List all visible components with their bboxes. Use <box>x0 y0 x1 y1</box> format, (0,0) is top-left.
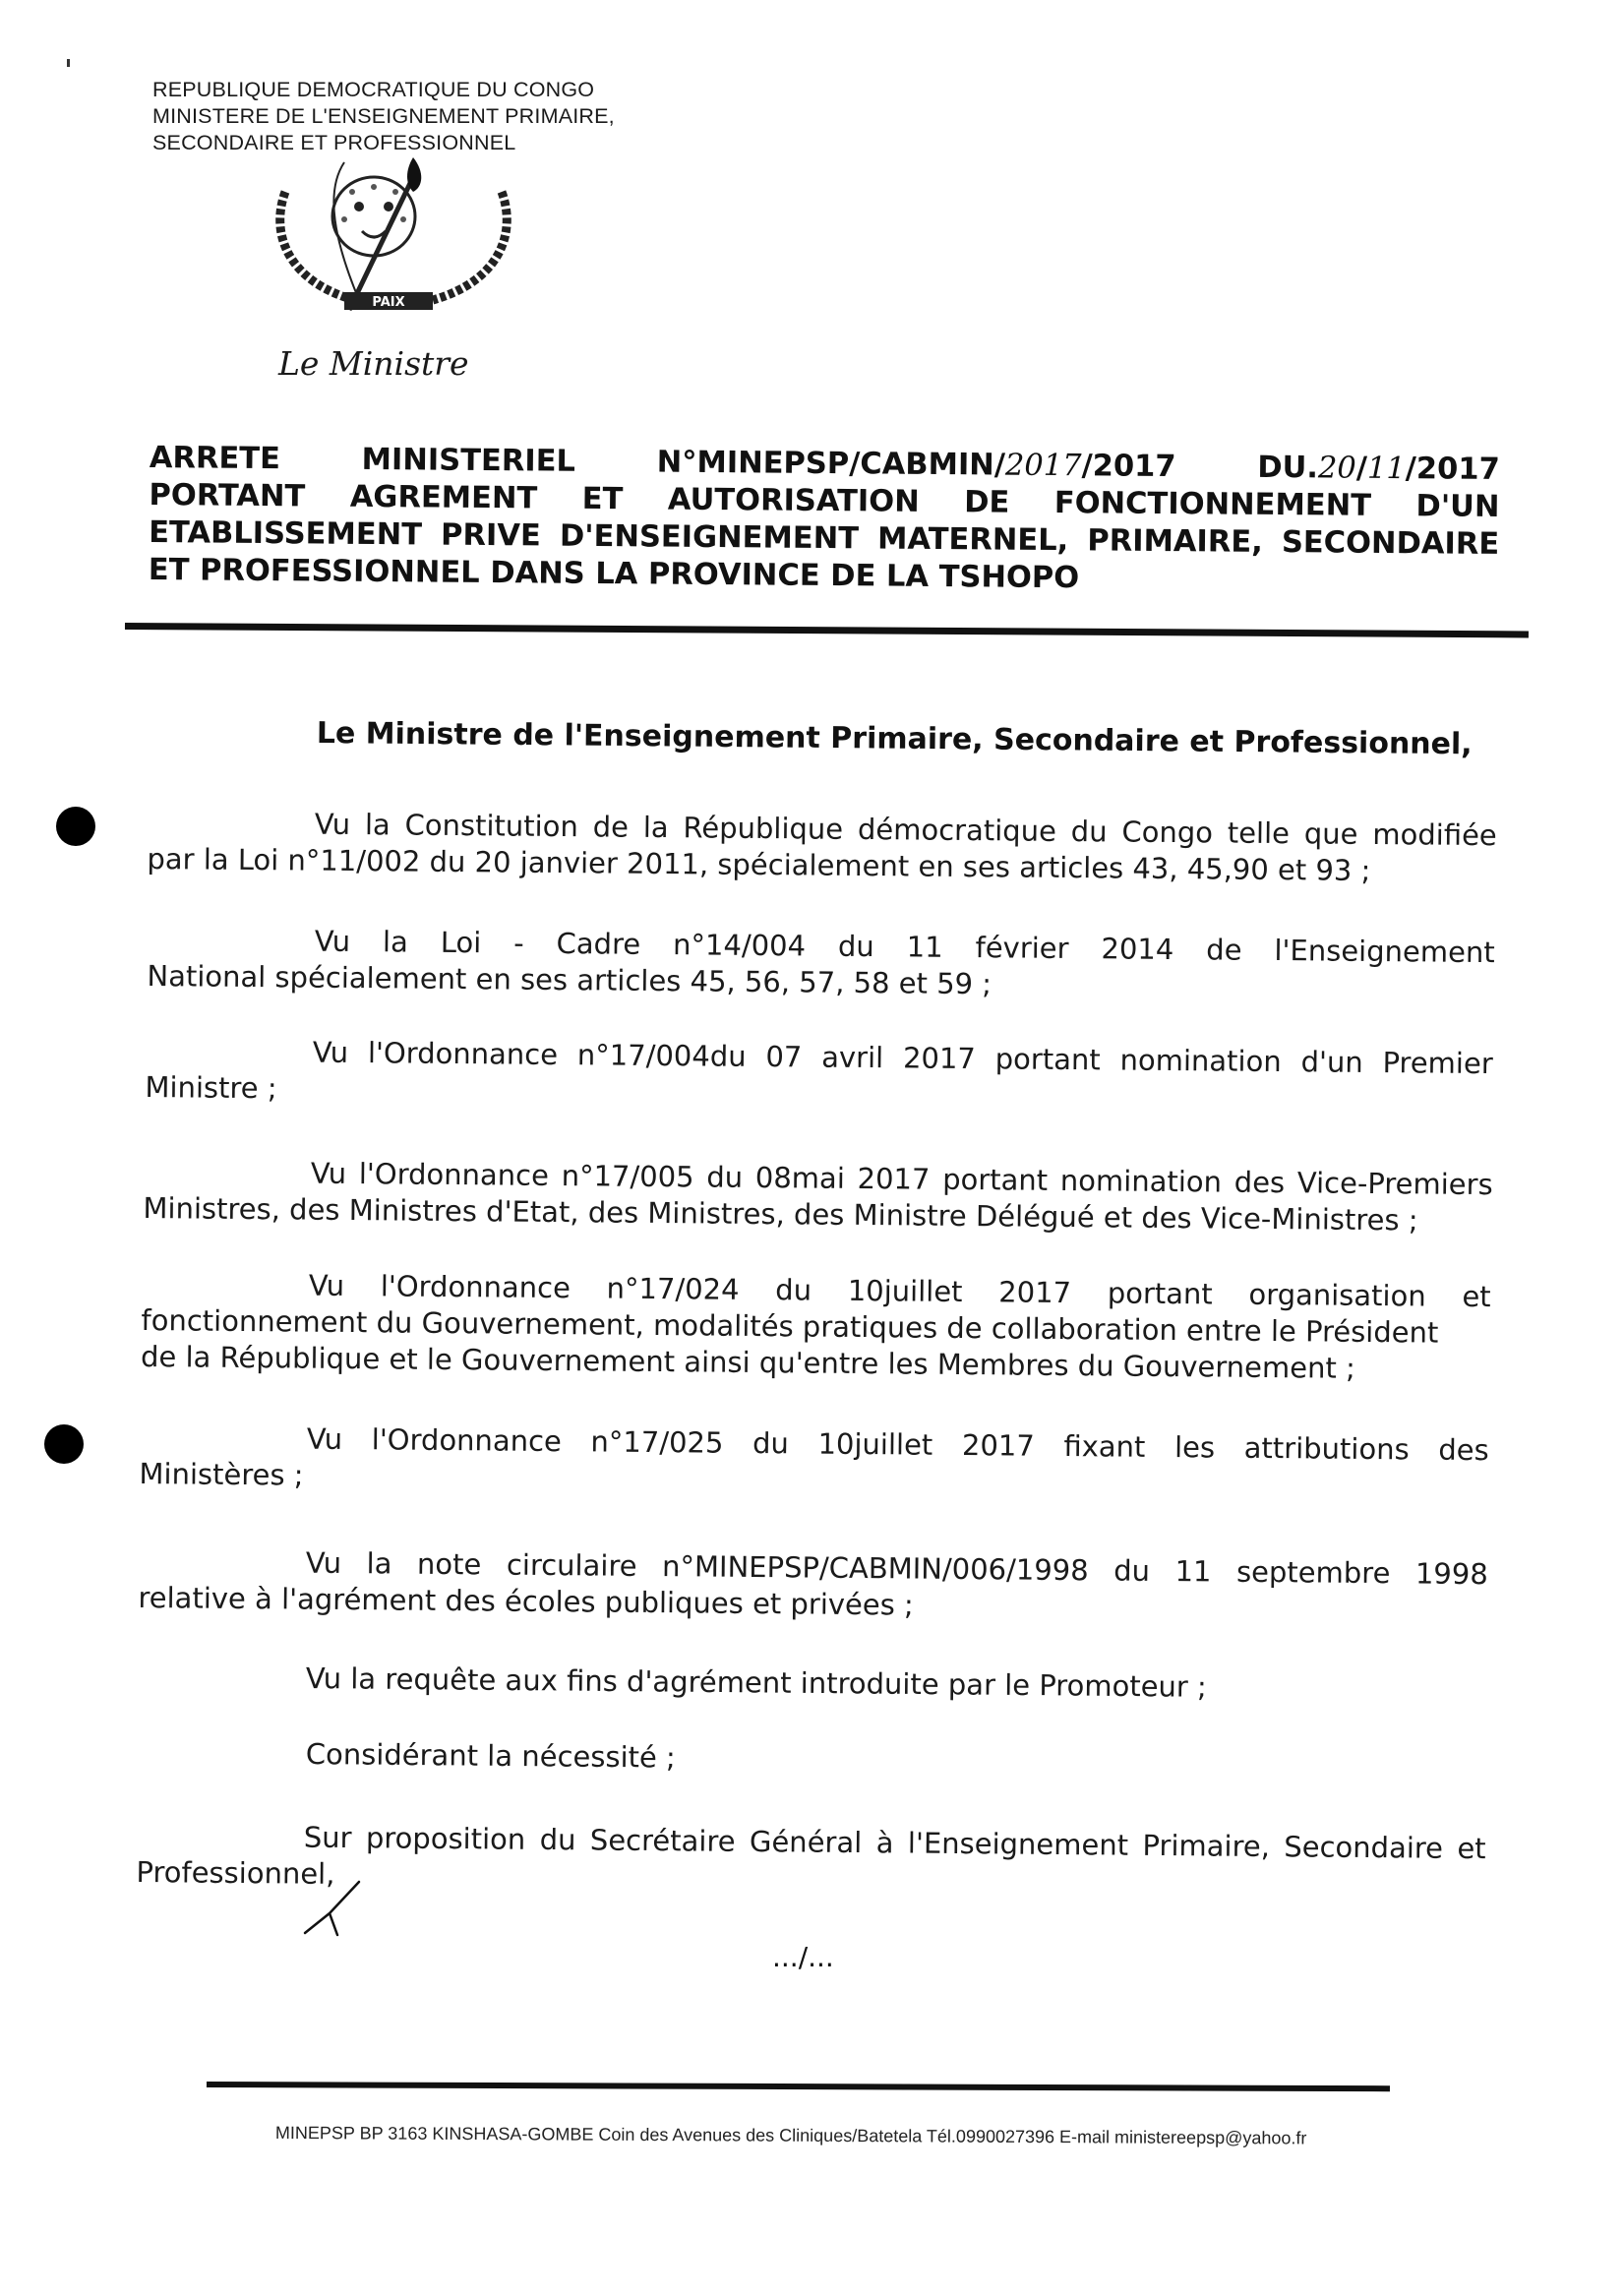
word: et <box>1457 1831 1486 1866</box>
word: Vu <box>305 1545 342 1580</box>
letterhead-line-republic: REPUBLIQUE DEMOCRATIQUE DU CONGO <box>152 78 595 101</box>
word: 07 <box>765 1040 803 1074</box>
word: - <box>513 926 524 960</box>
decree-title-line-1: ARRETE MINISTERIEL N°MINEPSP/CABMIN/2017/2017 DU.20/11/2017 <box>149 440 1500 487</box>
word: 11 <box>1174 1554 1212 1589</box>
punch-hole <box>56 807 95 846</box>
word: n°17/024 <box>606 1271 740 1306</box>
letterhead <box>152 77 615 156</box>
word: 10juillet <box>817 1426 933 1462</box>
word: avril <box>821 1040 884 1075</box>
word: 2014 <box>1101 932 1174 967</box>
word: proposition <box>365 1821 526 1856</box>
word: modifiée <box>1372 816 1497 853</box>
word: les <box>1173 1430 1216 1465</box>
word: que <box>1303 816 1358 851</box>
recital-gouvernement: Vu l'Ordonnance n°17/024 du 10juillet 2017 portant organisation et fonctionnement du Gouvernement, modalités pratiques de collaboration entre le Président de la République et le Gouvernement ainsi qu'entre les Membres du Gouvernement ; <box>140 1268 1491 1385</box>
word: la <box>382 925 409 959</box>
decree-title-line-2: PORTANT AGREMENT ET AUTORISATION DE FONCTIONNEMENT D'UN <box>149 477 1500 524</box>
word: Vu <box>310 1156 347 1190</box>
word: Vu <box>308 1268 345 1302</box>
word: attributions <box>1243 1430 1410 1467</box>
word: démocratique <box>857 812 1057 848</box>
recital-note-circulaire: Vu la note circulaire n°MINEPSP/CABMIN/006/1998 du 11 septembre 1998 relative à l'agrément des écoles publiques et privées ; <box>138 1545 1488 1622</box>
word: l'Ordonnance <box>367 1036 559 1072</box>
word: du <box>1113 1553 1151 1588</box>
word: telle <box>1227 815 1291 851</box>
word: n°17/004du <box>576 1038 747 1073</box>
word: 11 <box>906 930 943 964</box>
word: à <box>875 1826 894 1860</box>
recital-vice-premiers: Vu l'Ordonnance n°17/005 du 08mai 2017 portant nomination des Vice-Premiers Ministres, des Ministres d'Etat, des Ministres, des Ministre Délégué et des Vice-Ministres ; <box>143 1156 1493 1238</box>
word: Premier <box>1382 1046 1493 1081</box>
decree-title-line-3: ETABLISSEMENT PRIVE D'ENSEIGNEMENT MATERNEL, PRIMAIRE, SECONDAIRE <box>149 514 1500 562</box>
recital-constitution: Vu la Constitution de la République démocratique du Congo telle que modifiée par la Loi n°11/002 du 20 janvier 2011, spécialement en ses articles 43, 45,90 et 93 ; <box>147 807 1497 887</box>
word: portant <box>942 1162 1049 1197</box>
word: Secrétaire <box>589 1823 736 1858</box>
footer-divider <box>207 2082 1390 2091</box>
page-continuation: .../... <box>772 1941 834 1973</box>
handwritten-initials <box>300 1874 379 1943</box>
word: l'Ordonnance <box>380 1269 571 1305</box>
word: l'Ordonnance <box>371 1422 563 1459</box>
word: 1998 <box>1414 1556 1488 1592</box>
word: nomination <box>1059 1163 1223 1199</box>
word: des <box>1233 1165 1286 1200</box>
word: Vu <box>314 807 351 841</box>
word: République <box>683 811 844 846</box>
word: l'Ordonnance <box>358 1157 550 1192</box>
word: Vu <box>312 1035 349 1069</box>
word: 2017 <box>998 1275 1072 1310</box>
word: 2017 <box>902 1041 977 1076</box>
word: du <box>752 1425 790 1461</box>
recital-proposition: Sur proposition du Secrétaire Général à l'Enseignement Primaire, Secondaire et Professionnel, <box>136 1820 1486 1891</box>
word: n°17/005 <box>561 1159 694 1194</box>
word: et <box>1462 1279 1491 1314</box>
coat-of-arms-icon <box>266 152 521 325</box>
recital-premier-ministre: Vu l'Ordonnance n°17/004du 07 avril 2017 portant nomination d'un Premier Ministre ; <box>145 1035 1493 1106</box>
minister-signature-title: Le Ministre <box>278 344 469 383</box>
word: 2017 <box>961 1428 1035 1463</box>
decree-title-line-4: ET PROFESSIONNEL DANS LA PROVINCE DE LA TSHOPO <box>148 552 1080 596</box>
word: Général <box>749 1824 863 1860</box>
word: des <box>1438 1432 1489 1468</box>
recital-necessite: Considérant la nécessité ; <box>305 1737 676 1775</box>
recital-requete: Vu la requête aux fins d'agrément introduite par le Promoteur ; <box>305 1661 1207 1704</box>
word: la <box>642 810 669 845</box>
svg-text:PAIX: PAIX <box>372 295 405 310</box>
word: de <box>1206 933 1242 967</box>
word: d'un <box>1300 1045 1363 1079</box>
word: fixant <box>1063 1429 1146 1464</box>
word: du <box>539 1822 576 1857</box>
title-divider <box>125 623 1529 637</box>
word: du <box>1070 815 1108 849</box>
word: du <box>706 1160 744 1194</box>
word: Constitution <box>404 808 578 844</box>
word: la <box>364 808 391 842</box>
word: 2017 <box>857 1161 931 1196</box>
word: Vice-Premiers <box>1296 1166 1493 1202</box>
word: circulaire <box>506 1547 637 1583</box>
word: Congo <box>1121 815 1214 850</box>
word: n°17/025 <box>590 1424 724 1460</box>
word: n°MINEPSP/CABMIN/006/1998 <box>661 1549 1089 1588</box>
word: du <box>775 1273 812 1307</box>
word: de <box>592 810 630 844</box>
word: du <box>837 929 874 964</box>
recital-attributions: Vu l'Ordonnance n°17/025 du 10juillet 2017 fixant les attributions des Ministères ; <box>139 1421 1489 1492</box>
word: Sur <box>303 1820 352 1855</box>
word: février <box>975 931 1069 965</box>
word: portant <box>1107 1276 1213 1311</box>
letterhead-line-ministry-cont: SECONDAIRE ET PROFESSIONNEL <box>152 131 516 154</box>
word: 08mai <box>754 1160 846 1195</box>
word: n°14/004 <box>672 928 807 963</box>
decree-title <box>149 440 1500 601</box>
scan-mark <box>67 59 70 67</box>
word: note <box>416 1546 482 1582</box>
recital-loi-cadre: Vu la Loi - Cadre n°14/004 du 11 février 2014 de l'Enseignement National spécialement en ses articles 45, 56, 57, 58 et 59 ; <box>147 922 1495 1007</box>
punch-hole <box>44 1424 84 1464</box>
decree-reference: N°MINEPSP/CABMIN/2017/2017 <box>656 445 1176 485</box>
word: 10juillet <box>847 1273 963 1309</box>
word: organisation <box>1248 1277 1426 1313</box>
word: septembre <box>1235 1554 1391 1591</box>
word: Vu <box>314 924 351 958</box>
word: la <box>366 1546 392 1581</box>
word: portant <box>994 1042 1101 1077</box>
word: Cadre <box>556 926 641 961</box>
footer-address: MINEPSP BP 3163 KINSHASA-GOMBE Coin des Avenues des Cliniques/Batetela Tél.0990027396 E-mail ministereepsp@yahoo.fr <box>274 2123 1307 2148</box>
letterhead-line-ministry: MINISTERE DE L'ENSEIGNEMENT PRIMAIRE, <box>152 104 615 128</box>
word: l'Enseignement <box>1274 933 1495 970</box>
word: Loi <box>440 925 482 960</box>
word: l'Enseignement <box>907 1826 1129 1862</box>
minister-heading: Le Ministre de l'Enseignement Primaire, Secondaire et Professionnel, <box>316 716 1473 762</box>
word: Secondaire <box>1284 1830 1444 1865</box>
word: Vu <box>306 1421 343 1456</box>
word: nomination <box>1119 1043 1282 1079</box>
decree-date: DU.20/11/2017 <box>1257 450 1500 487</box>
word: Primaire, <box>1142 1828 1271 1864</box>
